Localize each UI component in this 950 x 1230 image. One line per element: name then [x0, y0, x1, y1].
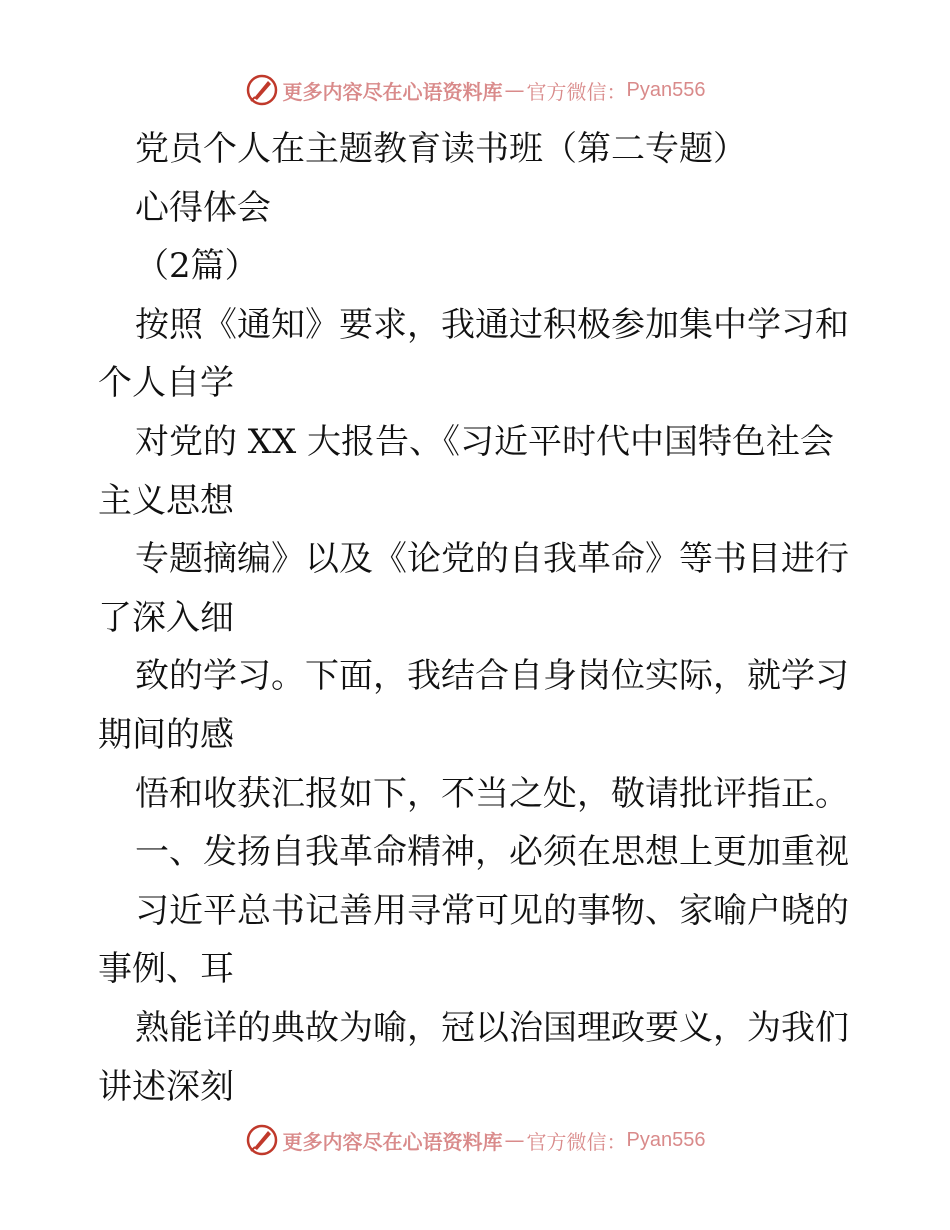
quill-pen-circle-icon [245, 73, 279, 107]
document-paragraph [98, 296, 858, 1116]
text-line: 按照《通知》要求，我通过积极参加集中学习和 [135, 304, 849, 345]
text-line: 对党的 XX 大报告、《习近平时代中国特色社会 [135, 421, 835, 462]
banner-site-text: 更多内容尽在心语资料库 [282, 1129, 503, 1154]
document-body [98, 120, 858, 1116]
text-line: 一、发扬自我革命精神，必须在思想上更加重视 [135, 832, 849, 873]
text-line: 讲述深刻 [98, 1066, 234, 1107]
text-line: 事例、耳 [98, 949, 234, 990]
document-title-line-2: 心得体会 [135, 187, 271, 228]
banner-wechat-id: Pyan556 [626, 78, 706, 101]
banner-dash: — [504, 1128, 525, 1152]
banner-wechat-id: Pyan556 [626, 1128, 706, 1151]
text-line: 熟能详的典故为喻，冠以治国理政要义，为我们 [135, 1007, 849, 1048]
header-watermark-banner [0, 70, 950, 110]
text-line: 专题摘编》以及《论党的自我革命》等书目进行 [135, 539, 849, 580]
document-title-line-3: （2篇） [135, 246, 259, 287]
text-line: 悟和收获汇报如下，不当之处，敬请批评指正。 [135, 773, 849, 814]
text-line: 了深入细 [98, 597, 234, 638]
banner-wechat-label: 官方微信： [526, 79, 627, 104]
banner-dash: — [504, 78, 525, 102]
text-line: 致的学习。下面，我结合自身岗位实际，就学习 [135, 656, 849, 697]
footer-watermark-banner [0, 1120, 950, 1160]
banner-wechat-label: 官方微信： [526, 1129, 627, 1154]
banner-site-text: 更多内容尽在心语资料库 [282, 79, 503, 104]
text-line: 个人自学 [98, 363, 234, 404]
text-line: 主义思想 [98, 480, 234, 521]
text-line: 期间的感 [98, 714, 234, 755]
quill-pen-circle-icon [245, 1123, 279, 1157]
document-title-line-1: 党员个人在主题教育读书班（第二专题） [135, 129, 747, 169]
text-line: 习近平总书记善用寻常可见的事物、家喻户晓的 [135, 890, 849, 931]
